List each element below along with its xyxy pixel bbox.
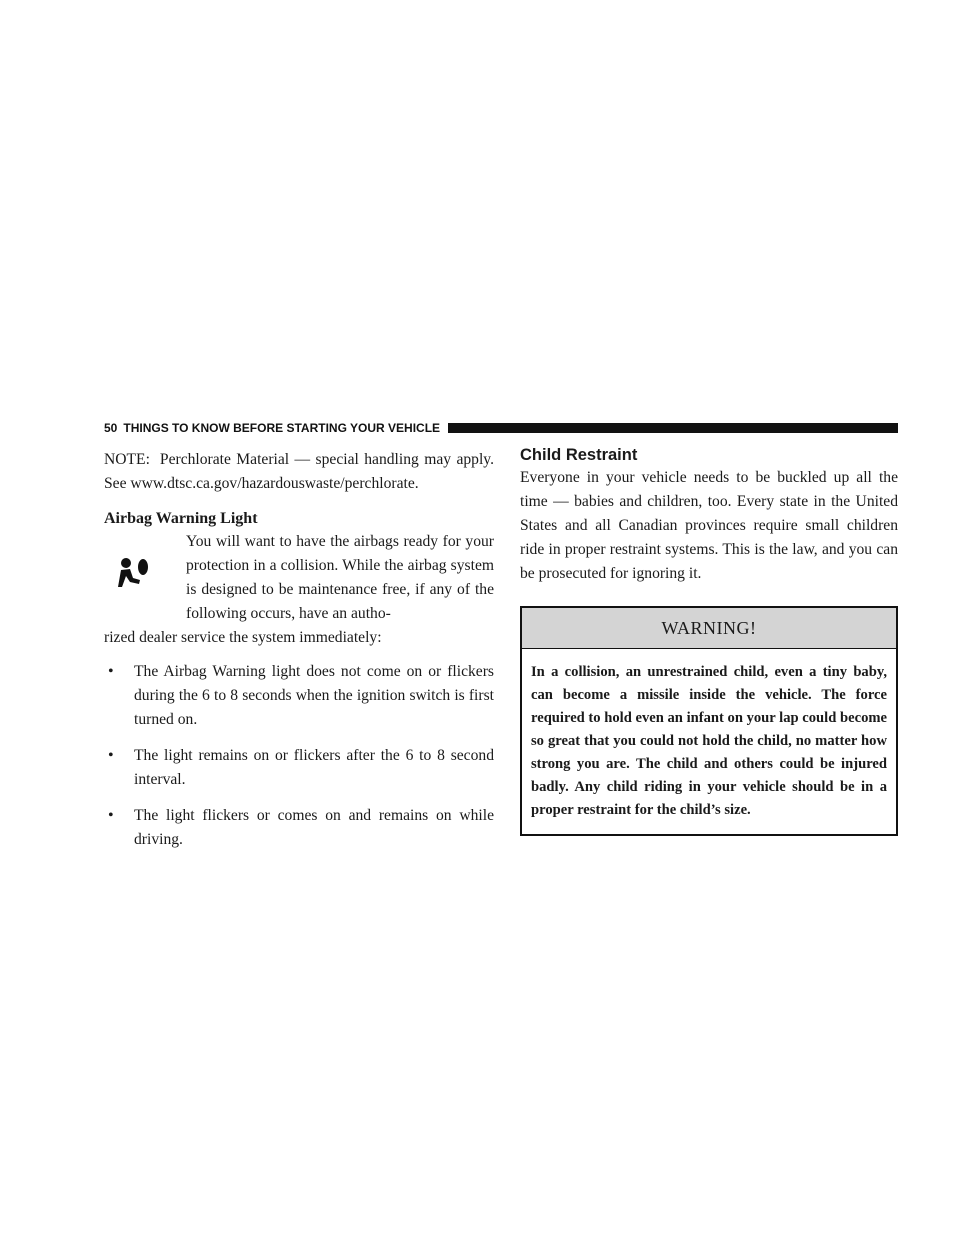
airbag-warning-icon [116, 556, 150, 590]
list-item [104, 804, 494, 852]
note-text: Perchlorate Material — special handling may apply. See www.dtsc.ca.gov/hazardouswaste/perchlorate. [104, 451, 494, 492]
airbag-conditions-list [104, 660, 494, 852]
header-rule [448, 423, 898, 433]
warning-title: WARNING! [522, 608, 896, 649]
airbag-heading: Airbag Warning Light [104, 510, 258, 527]
note-label: NOTE: [104, 451, 150, 468]
right-column [520, 448, 898, 836]
airbag-paragraph: You will want to have the airbags ready for your protection in a collision. While the airbag system is designed to be maintenance free, if any of the following occurs, have an autho- [186, 533, 494, 622]
list-item [104, 660, 494, 732]
warning-text: In a collision, an unrestrained child, even a tiny baby, can become a missile inside the vehicle. The force required to hold even an infant on your lap could become so great that you could not hold the child, no matter how strong you are. The child and others could be injured badly. Any child riding in your vehicle should be in a proper restraint for the child’s size. [531, 664, 887, 818]
bullet-icon: • [108, 663, 114, 680]
section-title: THINGS TO KNOW BEFORE STARTING YOUR VEHICLE [123, 421, 441, 435]
warning-box [520, 606, 898, 836]
list-item-text: The light flickers or comes on and remains on while driving. [134, 807, 494, 848]
bullet-icon: • [108, 807, 114, 824]
child-restraint-paragraph: Everyone in your vehicle needs to be buckled up all the time — babies and children, too. Every state in the United States and all Canadian provinces require small children ride in proper restraint systems. This is the law, and you can be prosecuted for ignoring it. [520, 469, 898, 582]
page-number: 50 [104, 421, 118, 435]
airbag-paragraph-continued: rized dealer service the system immediately: [104, 629, 382, 646]
list-item [104, 744, 494, 792]
page-header [104, 420, 898, 436]
airbag-section [104, 530, 494, 650]
list-item-text: The light remains on or flickers after the 6 to 8 second interval. [134, 747, 494, 788]
bullet-icon: • [108, 747, 114, 764]
child-restraint-heading: Child Restraint [520, 446, 638, 464]
note-paragraph [104, 448, 494, 496]
left-column [104, 448, 494, 864]
list-item-text: The Airbag Warning light does not come on or flickers during the 6 to 8 seconds when the ignition switch is first turned on. [134, 663, 494, 728]
